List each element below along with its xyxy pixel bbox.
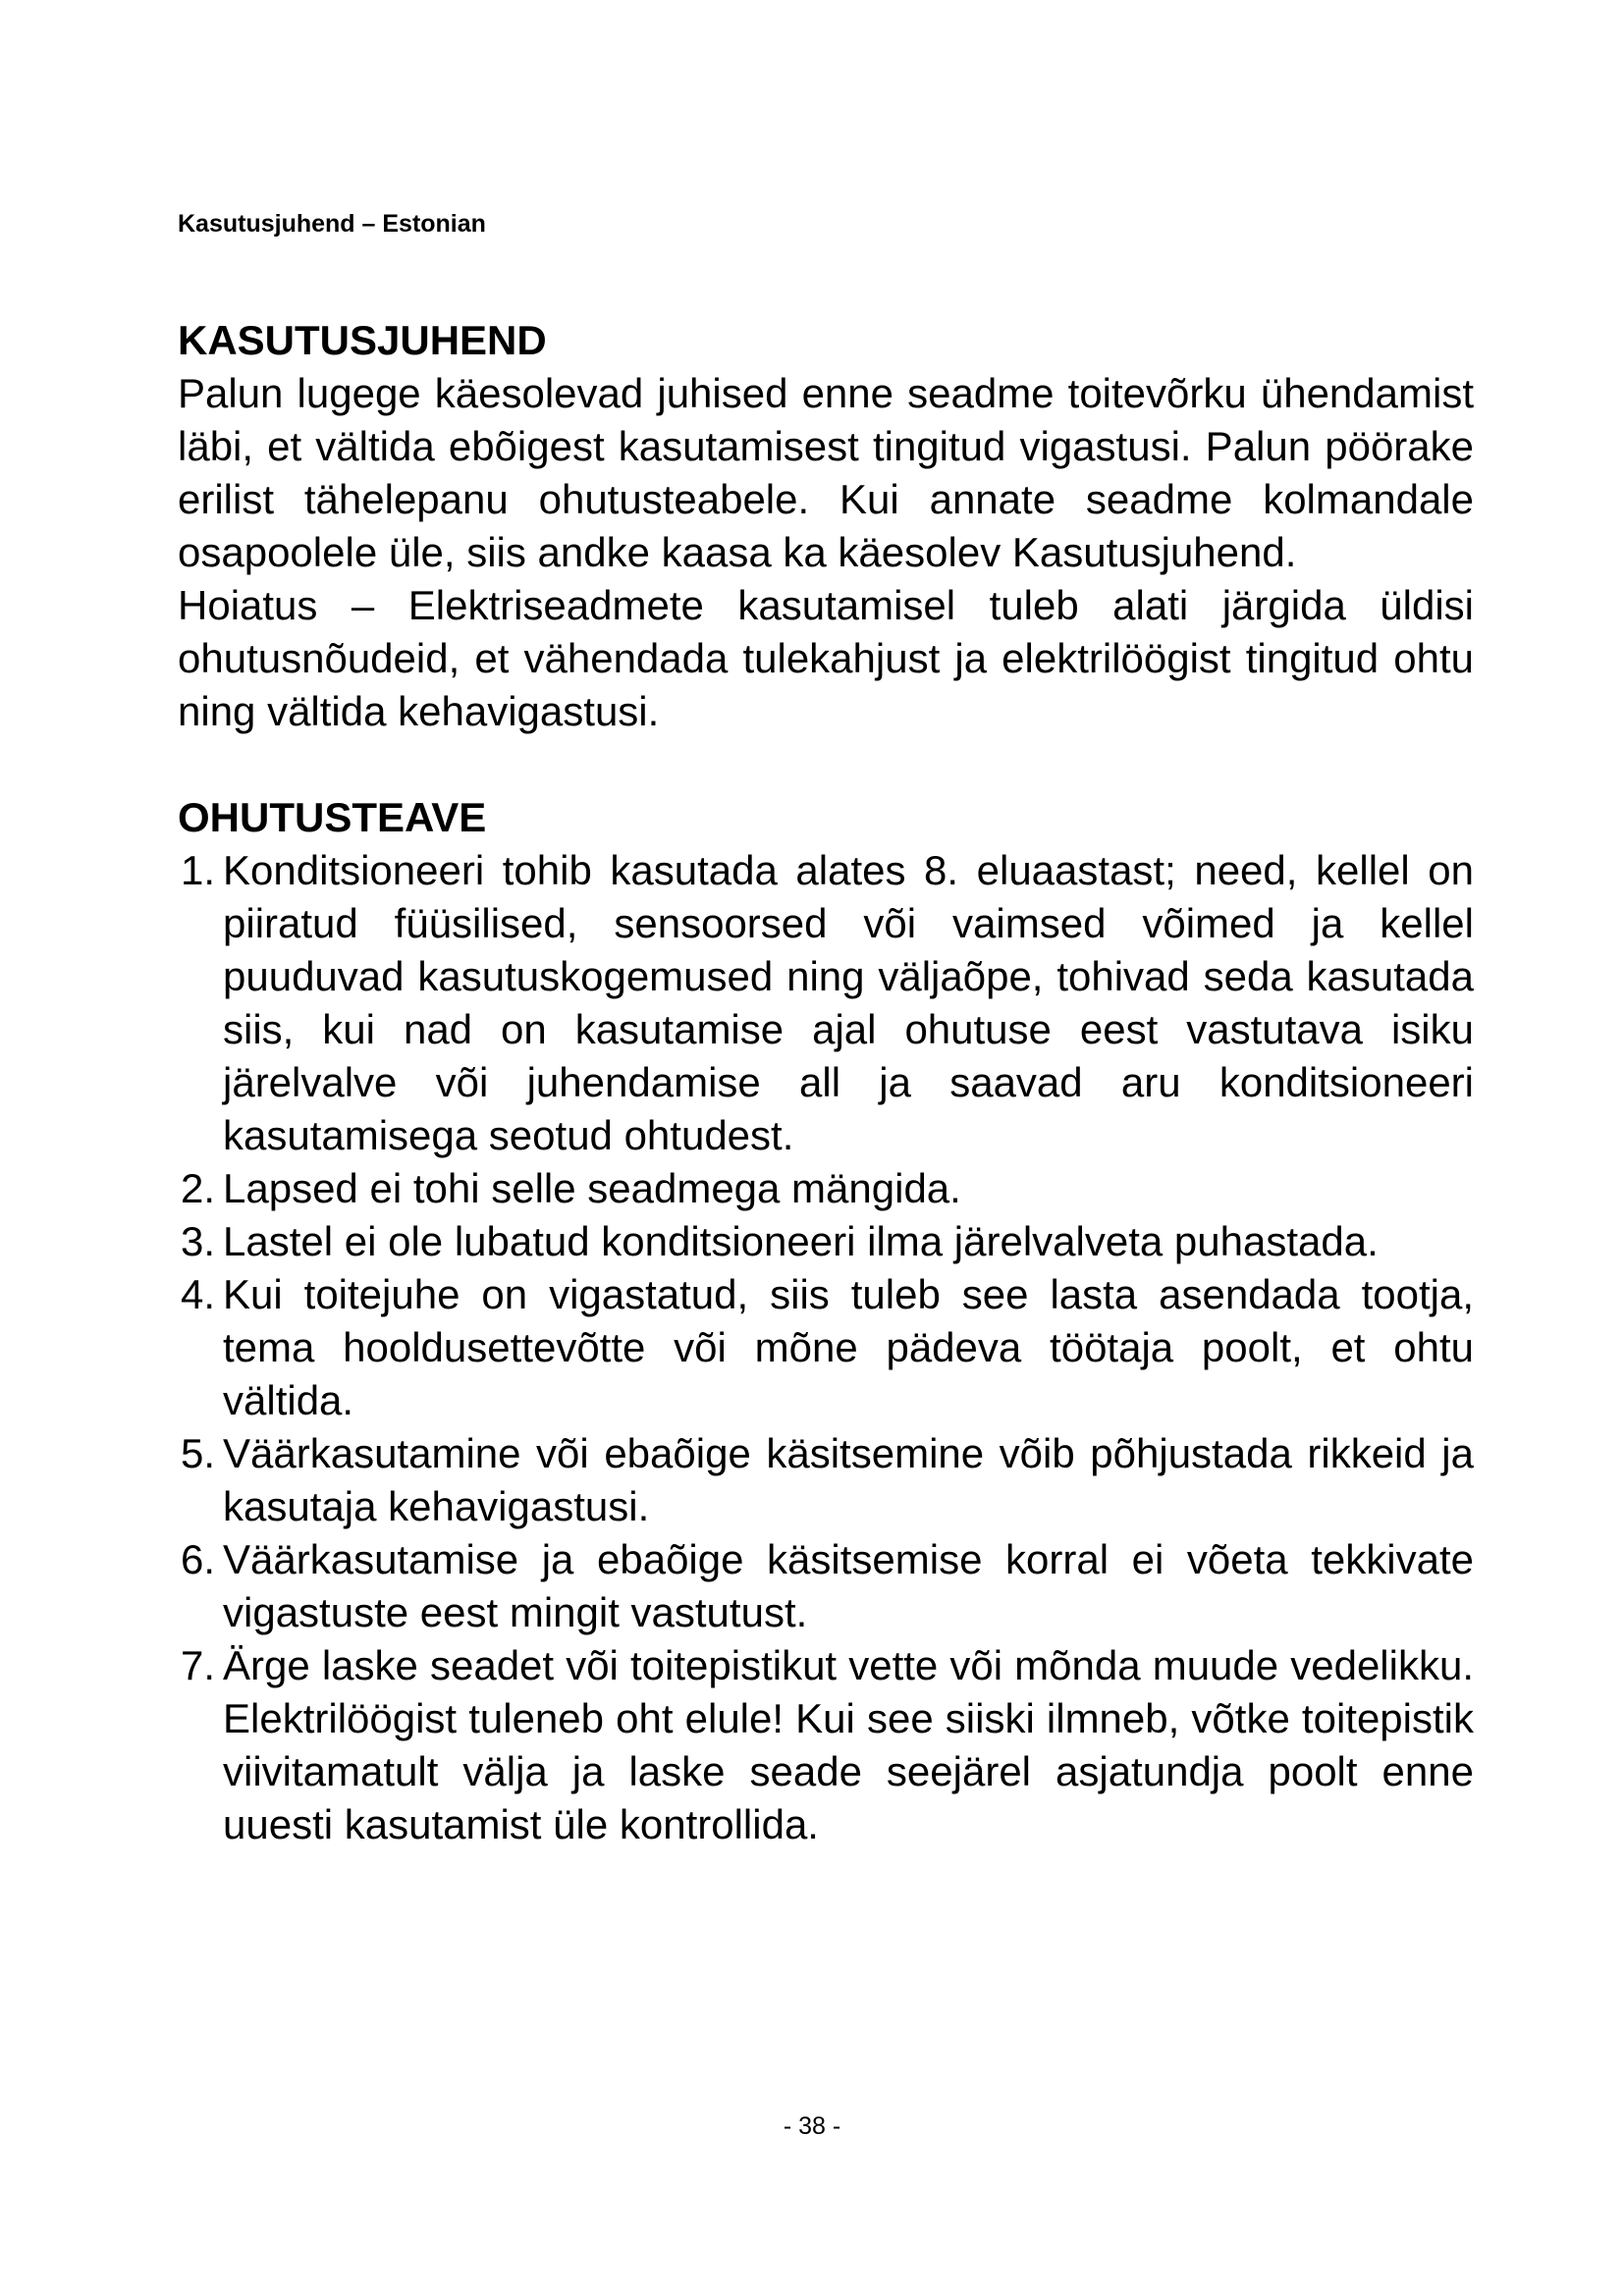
list-item [178,1162,1474,1215]
page-number: - 38 - [783,2112,841,2140]
list-item [178,844,1474,1162]
list-item-number: 3. [180,1218,215,1264]
list-item-number: 5. [180,1430,215,1476]
list-item [178,1215,1474,1268]
list-item-text: Lapsed ei tohi selle seadmega mängida. [223,1165,961,1211]
list-item-number: 6. [180,1536,215,1582]
list-item [178,1533,1474,1639]
list-item-text: Lastel ei ole lubatud konditsioneeri ilma järelvalveta puhastada. [223,1218,1379,1264]
page-content [178,314,1474,1851]
intro-heading: KASUTUSJUHEND [178,317,547,363]
list-item-text: Kui toitejuhe on vigastatud, siis tuleb see lasta asendada tootja, tema hooldusettevõtte või mõne pädeva töötaja poolt, et ohtu vältida. [223,1271,1474,1423]
warning-paragraph: Hoiatus – Elektriseadmete kasutamisel tuleb alati järgida üldisi ohutusnõudeid, et vähendada tulekahjust ja elektrilöögist tingitud ohtu ning vältida kehavigastusi. [178,582,1474,734]
running-header: Kasutusjuhend – Estonian [178,210,486,238]
list-item-number: 1. [180,847,215,893]
list-item-number: 4. [180,1271,215,1317]
list-item-text: Väärkasutamine või ebaõige käsitsemine võib põhjustada rikkeid ja kasutaja kehavigastusi. [223,1430,1474,1529]
list-item [178,1639,1474,1851]
list-item-number: 2. [180,1165,215,1211]
section-spacer [178,738,1474,791]
list-item [178,1268,1474,1427]
list-item-text: Ärge laske seadet või toitepistikut vette või mõnda muude vedelikku. Elektrilöögist tuleneb oht elule! Kui see siiski ilmneb, võtke toitepistik viivitamatult välja ja laske seade seejärel asjatundja poolt enne uuesti kasutamist üle kontrollida. [223,1642,1474,1847]
safety-heading: OHUTUSTEAVE [178,794,487,840]
safety-list [178,844,1474,1851]
list-item-number: 7. [180,1642,215,1688]
list-item-text: Väärkasutamise ja ebaõige käsitsemise korral ei võeta tekkivate vigastuste eest mingit vastutust. [223,1536,1474,1635]
list-item-text: Konditsioneeri tohib kasutada alates 8. eluaastast; need, kellel on piiratud füüsilised, sensoorsed või vaimsed võimed ja kellel puuduvad kasutuskogemused ning väljaõpe, tohivad seda kasutada siis, kui nad on kasutamise ajal ohutuse eest vastutava isiku järelvalve või juhendamise all ja saavad aru konditsioneeri kasutamisega seotud ohtudest. [223,847,1474,1158]
list-item [178,1427,1474,1533]
intro-paragraph: Palun lugege käesolevad juhised enne seadme toitevõrku ühendamist läbi, et vältida ebõigest kasutamisest tingitud vigastusi. Palun pöörake erilist tähelepanu ohutusteabele. Kui annate seadme kolmandale osapoolele üle, siis andke kaasa ka käesolev Kasutusjuhend. [178,370,1474,575]
